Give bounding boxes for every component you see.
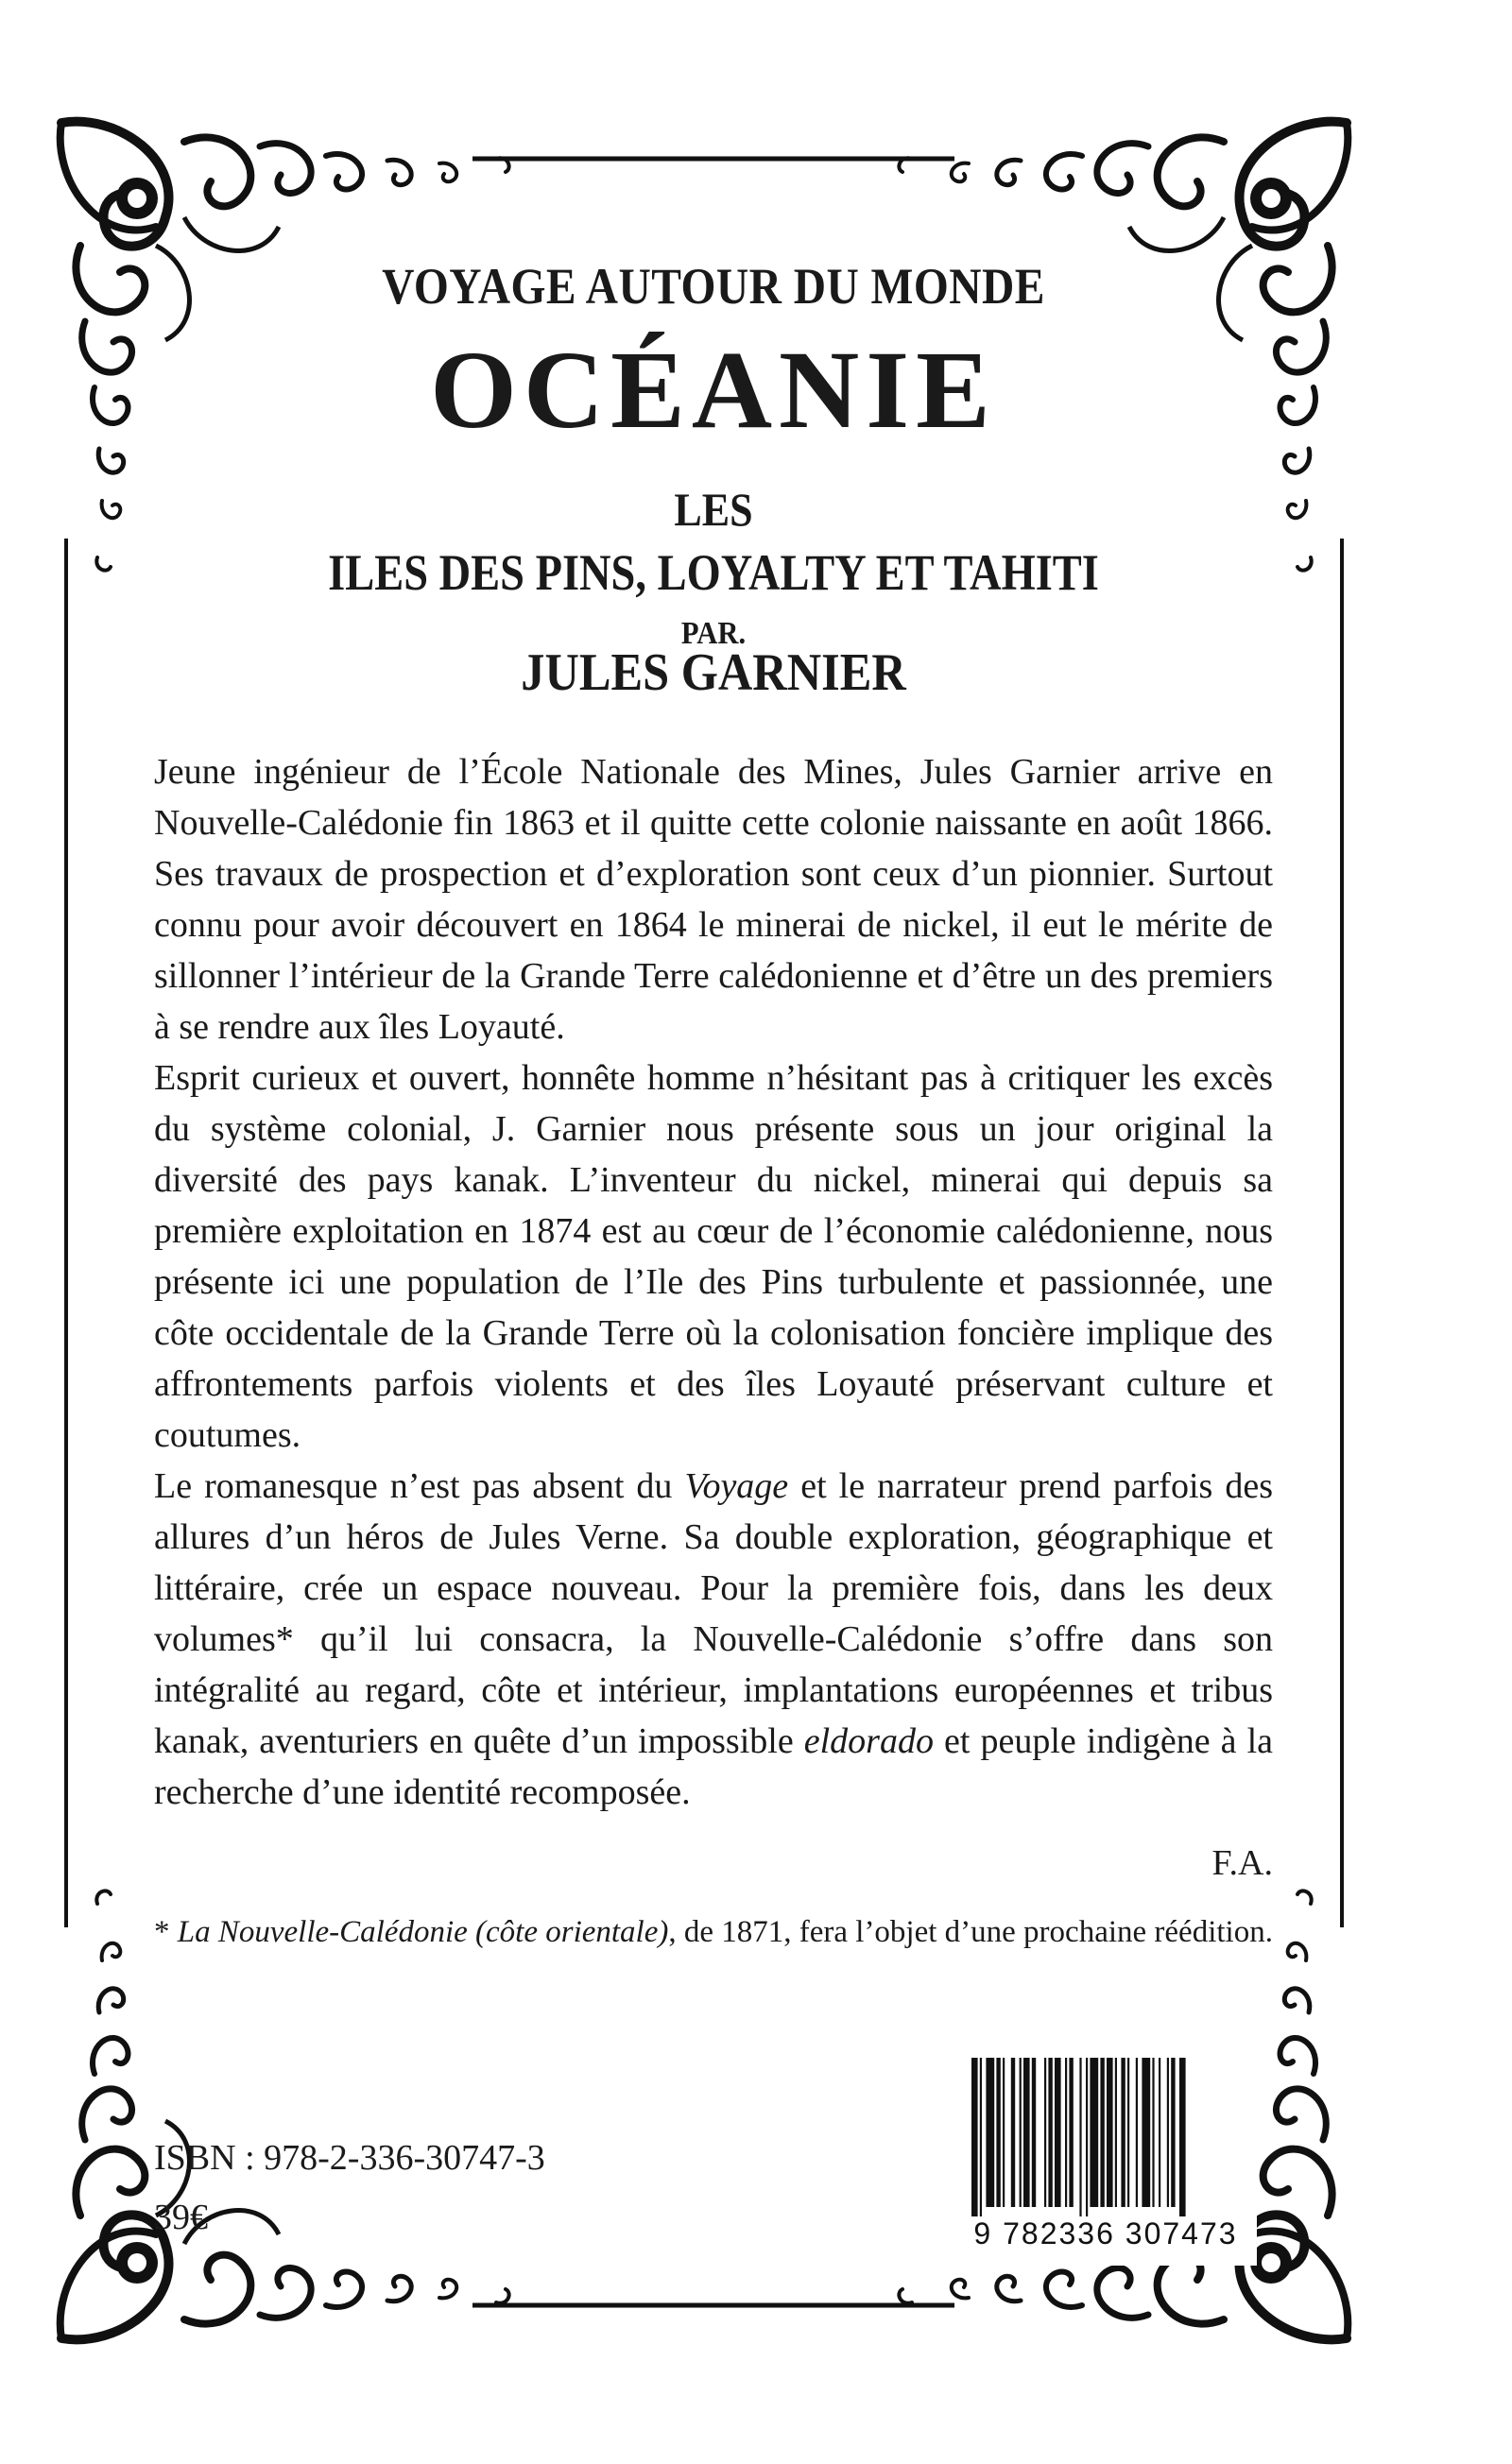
barcode-bars bbox=[954, 2058, 1257, 2218]
barcode-bar bbox=[1086, 2058, 1088, 2216]
barcode-bar bbox=[1079, 2058, 1081, 2216]
barcode-bar bbox=[1121, 2058, 1125, 2207]
barcode-bar bbox=[1044, 2058, 1046, 2207]
barcode-bar bbox=[1179, 2058, 1186, 2216]
barcode-bar bbox=[1069, 2058, 1073, 2207]
barcode-bar bbox=[971, 2058, 978, 2216]
barcode-bar bbox=[1159, 2058, 1160, 2207]
by-label: PAR. bbox=[680, 616, 747, 651]
p3-part-a: Le romanesque n’est pas absent du bbox=[154, 1466, 685, 1506]
barcode-bar bbox=[1065, 2058, 1067, 2207]
barcode-bar bbox=[1115, 2058, 1117, 2207]
barcode-bar bbox=[1055, 2058, 1061, 2207]
barcode-bar bbox=[980, 2058, 982, 2216]
barcode-bar bbox=[1136, 2058, 1138, 2207]
barcode-bar bbox=[1107, 2058, 1113, 2207]
barcode-bar bbox=[996, 2058, 1000, 2207]
footnote-rest: , de 1871, fera l’objet d’une prochaine réédition. bbox=[668, 1915, 1273, 1949]
blurb bbox=[154, 746, 1273, 1818]
signature: F.A. bbox=[1211, 1843, 1273, 1883]
barcode-bar bbox=[1023, 2058, 1030, 2207]
blurb-paragraph-1: Jeune ingénieur de l’École Nationale des Mines, Jules Garnier arrive en Nouvelle-Calédonie fin 1863 et il quitte cette colonie naissante en août 1866. Ses travaux de prospection et d’exploration sont ceux d’un pionnier. Surtout connu pour avoir découvert en 1864 le minerai de nickel, il eut le mérite de sillonner l’intérieur de la Grande Terre calédonienne et d’être un des premiers à se rendre aux îles Loyauté. bbox=[154, 752, 1273, 1047]
footnote bbox=[154, 1910, 1273, 1954]
barcode-bar bbox=[1100, 2058, 1104, 2207]
barcode-bar bbox=[1171, 2058, 1175, 2207]
barcode-number: 9 782336 307473 bbox=[973, 2216, 1238, 2250]
barcode-bar bbox=[986, 2058, 994, 2207]
barcode-bar bbox=[1011, 2058, 1015, 2207]
series-title: VOYAGE AUTOUR DU MONDE bbox=[382, 258, 1045, 315]
barcode-bar bbox=[1142, 2058, 1150, 2207]
eldorado-italic: eldorado bbox=[803, 1721, 934, 1761]
p3-part-b: et le narrateur prend parfois des allures d’un héros de Jules Verne. Sa double exploration, géographique et littéraire, crée un espace nouveau. Pour la première fois, dans les deux volumes* qu’il lui consacra, la Nouvelle-Calédonie s’offre dans son intégralité au regard, côte et intérieur, implantations européennes et tribus kanak, aventuriers en quête d’un impossible bbox=[154, 1466, 1273, 1761]
footnote-title: La Nouvelle-Calédonie (côte orientale) bbox=[177, 1915, 669, 1949]
subtitle-line-1: LES bbox=[674, 483, 753, 536]
blurb-paragraph-3 bbox=[154, 1461, 1273, 1818]
subtitle-line-2: ILES DES PINS, LOYALTY ET TAHITI bbox=[328, 544, 1099, 601]
barcode bbox=[954, 2058, 1257, 2266]
price: 39€ bbox=[154, 2198, 208, 2237]
barcode-bar bbox=[1032, 2058, 1036, 2207]
blurb-paragraph-2: Esprit curieux et ouvert, honnête homme n’hésitant pas à critiquer les excès du système colonial, J. Garnier nous présente sous un jour original la diversité des pays kanak. L’inventeur du nickel, minerai qui depuis sa première exploitation en 1874 est au cœur de l’économie calédonienne, nous présente ici une population de l’Ile des Pins turbulente et passionnée, une côte occidentale de la Grande Terre où la colonisation foncière implique des affrontements parfois violents et des îles Loyauté préservant culture et coutumes. bbox=[154, 1058, 1273, 1455]
barcode-bar bbox=[1127, 2058, 1129, 2207]
footnote-star: * bbox=[154, 1915, 178, 1949]
book-title: OCÉANIE bbox=[430, 328, 997, 452]
barcode-bar bbox=[1003, 2058, 1005, 2207]
barcode-bar bbox=[1090, 2058, 1098, 2207]
p3-part-c: et peuple indigène à la recherche d’une identité recomposée. bbox=[154, 1721, 1273, 1812]
voyage-italic: Voyage bbox=[684, 1466, 789, 1506]
barcode-bar bbox=[1048, 2058, 1052, 2207]
isbn: ISBN : 978-2-336-30747-3 bbox=[154, 2138, 545, 2178]
author-name: JULES GARNIER bbox=[521, 643, 906, 702]
barcode-bar bbox=[1020, 2058, 1022, 2207]
barcode-bar bbox=[1167, 2058, 1169, 2207]
barcode-bar bbox=[1152, 2058, 1154, 2207]
